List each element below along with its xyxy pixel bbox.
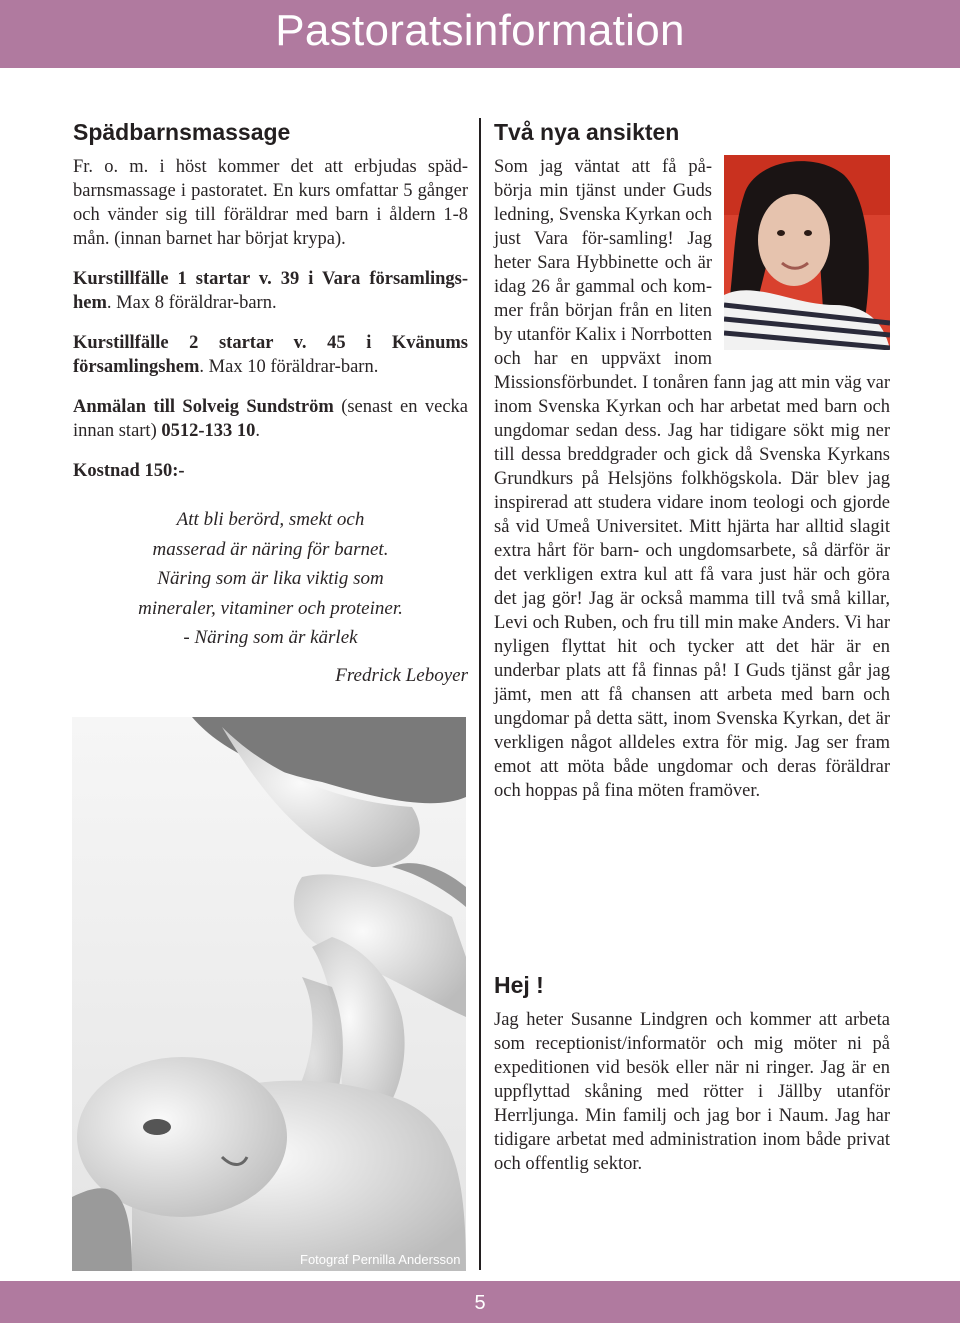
quote-line: - Näring som är kärlek: [183, 627, 358, 648]
susanne-text: Jag heter Susanne Lindgren och kommer att arbeta som receptionist/informatör och mig möter ni på expeditionen vid besök eller när ni ringer. Jag är en uppflyttad skåning med rötter i Jällby utanför Herrljunga. Min familj och jag bor i Naum. Jag har tidigare arbetat med administration inom både privat och offentlig sektor.: [494, 1010, 890, 1174]
page-title: Pastoratsinformation: [275, 6, 685, 55]
course-2-detail: . Max 10 föräldrar-barn.: [199, 357, 379, 377]
course-2-info: [73, 331, 468, 379]
section-heading-massage: Spädbarnsmassage: [73, 119, 291, 145]
section-heading-faces: Två nya ansikten: [494, 119, 680, 145]
course-1-label: Kurstillfälle 1 startar v. 39 i Vara församlings-hem: [73, 269, 468, 313]
course-1-detail: . Max 8 föräldrar-barn.: [106, 293, 277, 313]
page-number: 5: [474, 1292, 486, 1314]
course-cost: [73, 459, 468, 483]
quote-line: masserad är näring för barnet.: [152, 538, 389, 560]
quote-line: Näring som är lika viktig som: [157, 568, 384, 589]
signup-end: .: [255, 421, 261, 441]
section-heading-hej: Hej !: [494, 972, 544, 998]
signup-deadline: (senast en vecka innan start): [73, 397, 468, 441]
photo-credit: Fotograf Pernilla Andersson: [300, 1252, 461, 1267]
massage-intro: Fr. o. m. i höst kommer det att erbjudas späd-barnsmassage i pastoratet. En kurs omfattar 5 gånger och vänder sig till föräldrar med barn i åldern 1-8 mån. (innan barnet har börjat krypa).: [73, 157, 468, 249]
column-divider: [479, 118, 481, 1270]
quote-author: Fredrick Leboyer: [335, 664, 468, 686]
cost-label: Kostnad 150:-: [73, 461, 185, 481]
portrait-photo: [724, 155, 890, 350]
quote-line: mineraler, vitaminer och proteiner.: [138, 597, 403, 619]
quote-line: Att bli berörd, smekt och: [176, 509, 365, 530]
quote: [73, 505, 468, 653]
sara-text: Som jag väntat att få på-börja min tjänst under Guds ledning, Svenska Kyrkan och just Vara för-samling! Jag heter Sara Hybbinette och är idag 26 år gammal och kom-mer från början från en liten by utanför Kalix i Norrbotten och har en uppväxt inom Missionsförbundet. I tonåren fann jag att min väg var inom Svenska Kyrkan och har arbetat med barn och ungdomar sedan dess. Jag har tidigare sökt mig ner till dessa breddgrader och gick då Svenska Kyrkans Grundkurs på Helsjöns folkhögskola. Där blev jag inspirerad att studera vidare inom teologi och gjorde så vid Umeå Universitet. Mitt hjärta har alltid slagit extra hårt för barn- och ungdomsarbete, så därför är det verkligen extra kul att få vara just här och göra det jag gör! Jag är också mamma till två små killar, Levi och Ruben, och fru till min make Anders. Vi har nyligen flyttat hit och tycker att det här är en underbar plats att få finnas på! I Guds tjänst går jag jämt, men att få chansen att arbeta med barn och ungdomar på detta sätt, inom Svenska Kyrkan, det är verkligen något alldeles extra för mig. Jag ser fram emot att möta både ungdomar och deras föräldrar och hoppas på fina möten framöver.: [494, 157, 890, 801]
baby-massage-photo: [72, 717, 466, 1271]
signup-contact: Anmälan till Solveig Sundström: [73, 397, 334, 417]
course-1-info: [73, 267, 468, 315]
right-column: [494, 115, 890, 803]
signup-info: [73, 395, 468, 443]
left-column: [73, 115, 468, 687]
course-2-label: Kurstillfälle 2 startar v. 45 i Kvänums församlingshem: [73, 333, 468, 377]
section-hej: [494, 968, 890, 1176]
signup-phone: 0512-133 10: [161, 421, 256, 441]
